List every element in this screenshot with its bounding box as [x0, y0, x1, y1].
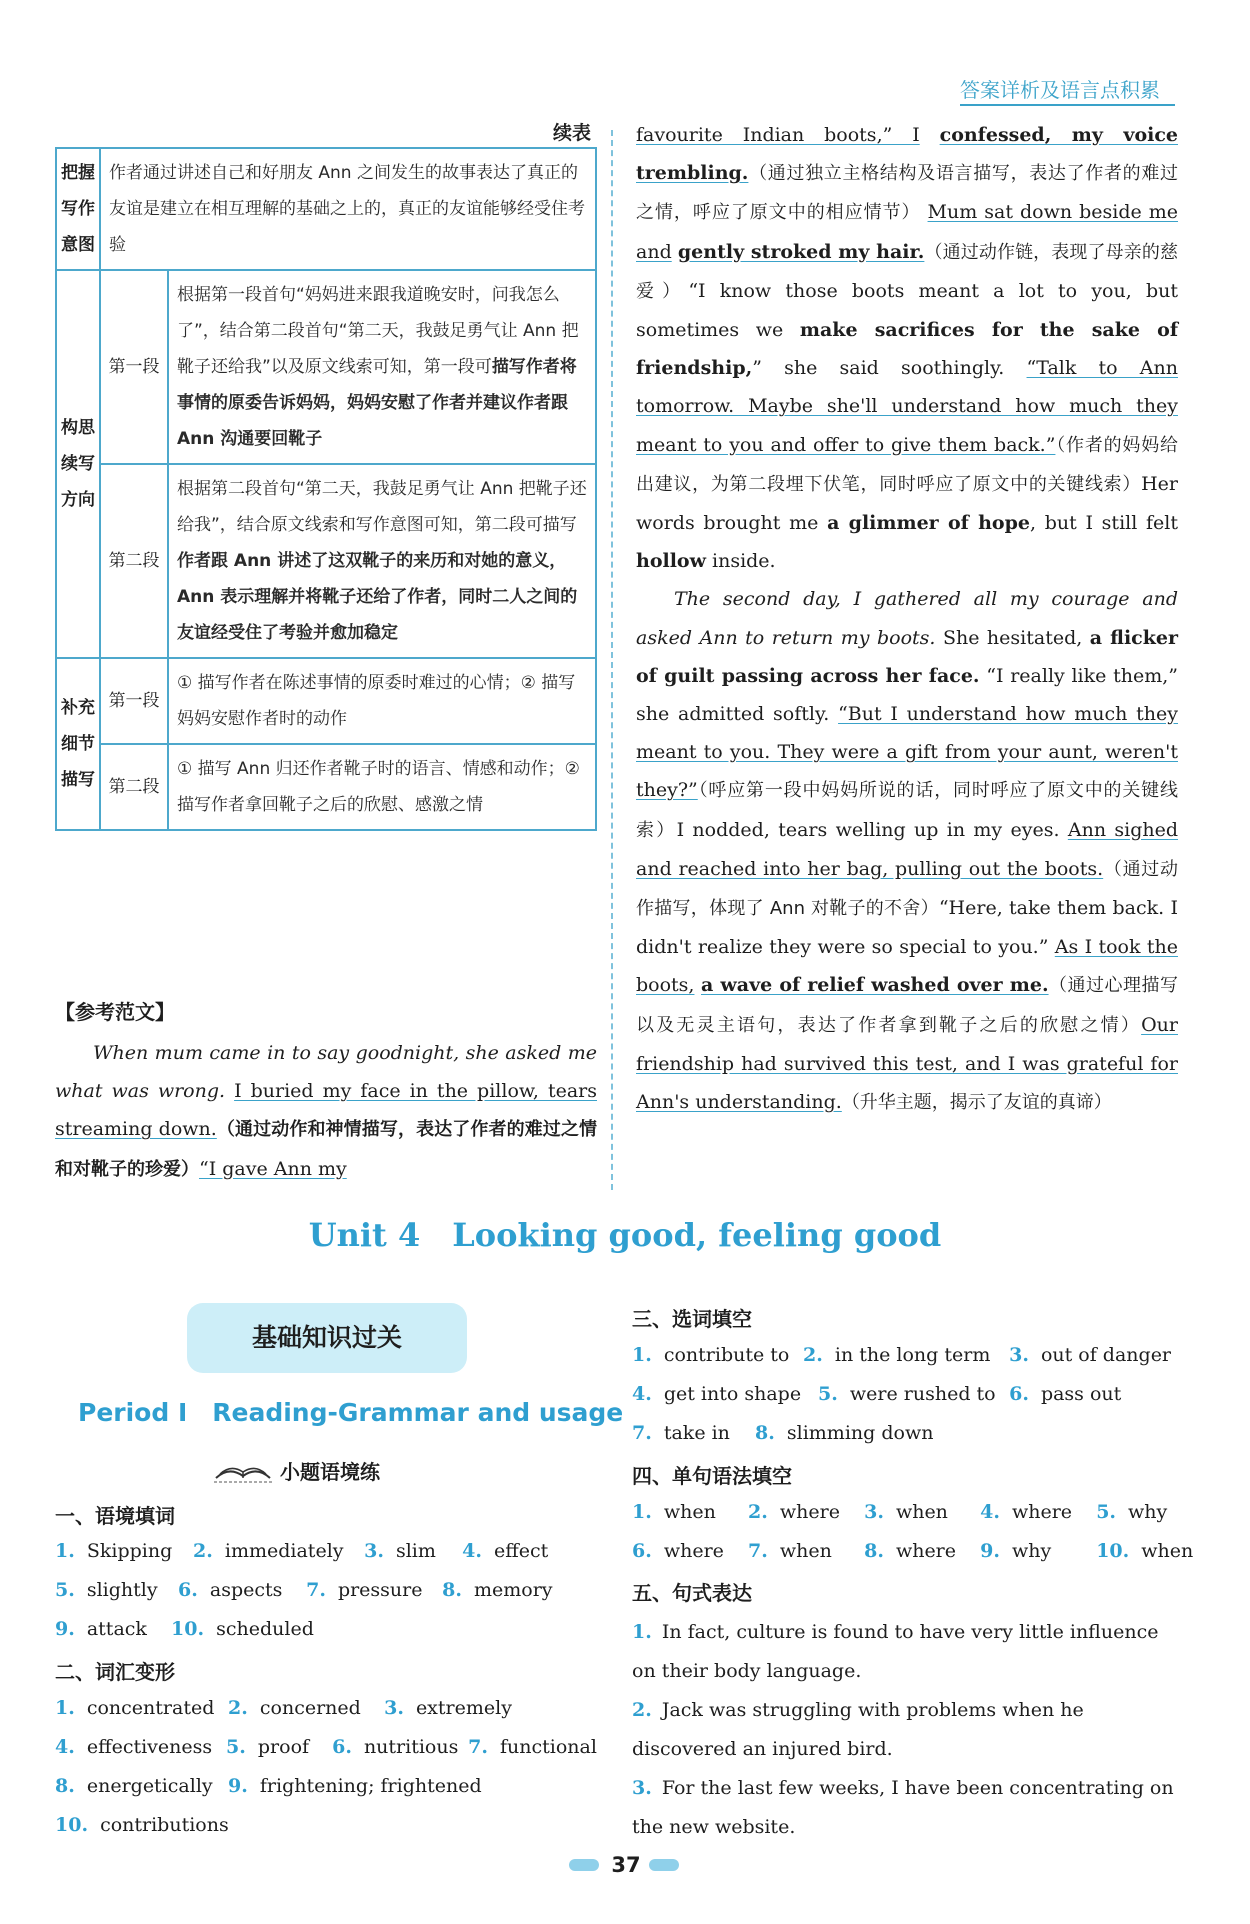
- open-book-icon: [214, 1458, 272, 1484]
- row-text: ① 描写作者在陈述事情的原委时难过的心情；② 描写妈妈安慰作者时的动作: [168, 658, 596, 744]
- paragraph-label: 第一段: [100, 658, 168, 744]
- section-1-title: 一、语境填词: [55, 1504, 175, 1528]
- answer-row: 1. contribute to 2. in the long term 3. out of danger: [632, 1344, 1172, 1366]
- sentence-item: 1. In fact, culture is found to have very little influence on their body language.: [632, 1621, 1159, 1682]
- essay-right-column: favourite Indian boots,” I confessed, my voice trembling.（通过独立主格结构及语言描写，表达了作者的难过之情，呼应了原文中的相应情节） Mum sat down beside me and gently stroked my hair.（通过动作链，表现了母亲的慈爱）“I know those boots meant a lot to you, but sometimes we make sacrifices for the sake of friendship,” she said soothingly. “Talk to Ann tomorrow. Maybe she'll understand how much they meant to you and offer to give them back.”（作者的妈妈给出建议，为第二段埋下伏笔，同时呼应了原文中的关键线索）Her words brought me a glimmer of hope, but I still felt hollow inside. The second day, I gathered all my courage and asked Ann to return my boots. She hesitated, a flicker of guilt passing across her face. “I really like them,” she admitted softly. “But I understand how much they meant to you. They were a gift from your aunt, weren't they?”（呼应第一段中妈妈所说的话，同时呼应了原文中的关键线索）I nodded, tears welling up in my eyes. Ann sighed and reached into her bag, pulling out the boots.（通过动作描写，体现了 Ann 对靴子的不舍）“Here, take them back. I didn't realize they were so special to you.” As I took the boots, a wave of relief washed over me.（通过心理描写以及无灵主语句，表达了作者拿到靴子之后的欣慰之情）Our friendship had survived this test, and I was grateful for Ann's understanding.（升华主题，揭示了友谊的真谛）: [636, 124, 1179, 1114]
- answer-row: 1. when 2. where 3. when 4. where 5. why: [632, 1501, 1168, 1523]
- table-row: [56, 744, 596, 830]
- table-row: [56, 148, 596, 270]
- row-text: 根据第二段首句“第二天，我鼓足勇气让 Ann 把靴子还给我”，结合原文线索和写作意图可知，第二段可描写作者跟 Ann 讲述了这双靴子的来历和对她的意义，Ann 表示理解并将靴子还给了作者，同时二人之间的友谊经受住了考验并愈加稳定: [168, 464, 596, 658]
- answer-row: 9. attack 10. scheduled: [55, 1618, 314, 1640]
- page-number: 37: [611, 1853, 641, 1877]
- answer-row: 8. energetically 9. frightening; frightened: [55, 1775, 482, 1797]
- answer-row: 7. take in 8. slimming down: [632, 1422, 934, 1444]
- answer-row: 6. where 7. when 8. where 9. why 10. when: [632, 1540, 1194, 1562]
- table-row: [56, 270, 596, 464]
- answer-row: 10. contributions: [55, 1814, 229, 1836]
- table-continued-label: 续表: [553, 122, 592, 144]
- sentence-item: 2. Jack was struggling with problems when he discovered an injured bird.: [632, 1699, 1084, 1760]
- section-5-title: 五、句式表达: [632, 1581, 752, 1605]
- header-rule: [960, 104, 1175, 106]
- paragraph-label: 第二段: [100, 744, 168, 830]
- answer-row: 5. slightly 6. aspects 7. pressure 8. memory: [55, 1579, 553, 1601]
- table-row: [56, 658, 596, 744]
- row-head: 把握写作意图: [56, 148, 100, 270]
- section-pill: 基础知识过关: [187, 1303, 467, 1373]
- answer-row: 4. effectiveness 5. proof 6. nutritious 7. functional: [55, 1736, 597, 1758]
- section-3-title: 三、选词填空: [632, 1307, 752, 1331]
- paragraph-label: 第二段: [100, 464, 168, 658]
- paragraph-label: 第一段: [100, 270, 168, 464]
- practice-label: 小题语境练: [280, 1460, 380, 1484]
- row-head: 构思续写方向: [56, 270, 100, 658]
- row-text: 作者通过讲述自己和好朋友 Ann 之间发生的故事表达了真正的友谊是建立在相互理解的基础之上的，真正的友谊能够经受住考验: [100, 148, 596, 270]
- essay-left-column: When mum came in to say goodnight, she asked me what was wrong. I buried my face in the pillow, tears streaming down.（通过动作和神情描写，表达了作者的难过之情和对靴子的珍爱）“I gave Ann my: [55, 1042, 598, 1180]
- column-divider: [611, 130, 613, 1190]
- answer-row: 4. get into shape 5. were rushed to 6. pass out: [632, 1383, 1122, 1405]
- answer-row: 1. Skipping 2. immediately 3. slim 4. effect: [55, 1540, 549, 1562]
- row-text: 根据第一段首句“妈妈进来跟我道晚安时，问我怎么了”，结合第二段首句“第二天，我鼓足勇气让 Ann 把靴子还给我”以及原文线索可知，第一段可描写作者将事情的原委告诉妈妈，妈妈安慰了作者并建议作者跟 Ann 沟通要回靴子: [168, 270, 596, 464]
- running-header: 答案详析及语言点积累: [960, 78, 1160, 102]
- sentence-item: 3. For the last few weeks, I have been concentrating on the new website.: [632, 1777, 1174, 1838]
- reference-title: 【参考范文】: [55, 1000, 175, 1024]
- row-text: ① 描写 Ann 归还作者靴子时的语言、情感和动作；② 描写作者拿回靴子之后的欣慰、感激之情: [168, 744, 596, 830]
- writing-plan-table: [55, 147, 597, 831]
- period-title: Period Ⅰ Reading-Grammar and usage: [78, 1398, 624, 1427]
- unit-title: Unit 4 Looking good, feeling good: [308, 1216, 942, 1254]
- table-row: [56, 464, 596, 658]
- row-head: 补充细节描写: [56, 658, 100, 830]
- answer-row: 1. concentrated 2. concerned 3. extremely: [55, 1697, 512, 1719]
- section-4-title: 四、单句语法填空: [632, 1464, 792, 1488]
- section-2-title: 二、词汇变形: [55, 1660, 175, 1684]
